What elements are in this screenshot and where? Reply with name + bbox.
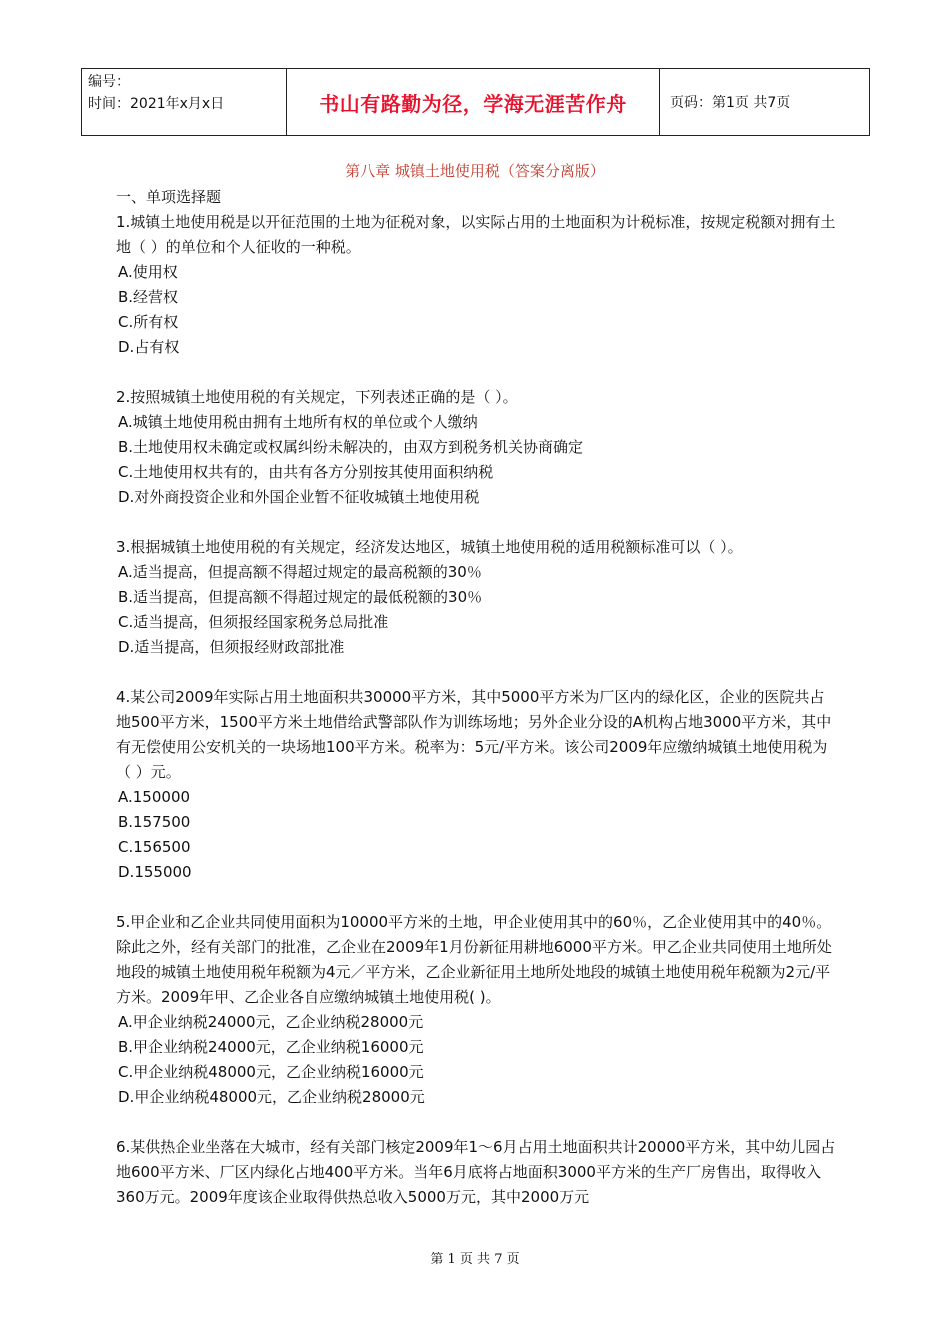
answer-option: A.使用权 — [118, 263, 178, 281]
answer-option: A.城镇土地使用税由拥有土地所有权的单位或个人缴纳 — [118, 413, 478, 431]
document-title: 第八章 城镇土地使用税（答案分离版） — [345, 162, 605, 180]
question-stem: 5.甲企业和乙企业共同使用面积为10000平方米的土地，甲企业使用其中的60％，乙企业使用其中的40％。除此之外，经有关部门的批准，乙企业在2009年1月份新征用耕地6000平方米。甲乙企业共同使用土地所处地段的城镇土地使用税年税额为4元／平方米，乙企业新征用土地所处地段的城镇土地使用税年税额为2元/平方米。2009年甲、乙企业各自应缴纳城镇土地使用税( )。 — [116, 913, 832, 1006]
header-table — [81, 68, 870, 136]
question-1 — [116, 210, 836, 360]
page-footer: 第 1 页 共 7 页 — [430, 1252, 520, 1267]
question-stem: 2.按照城镇土地使用税的有关规定，下列表述正确的是（ ）。 — [116, 388, 518, 406]
question-2 — [116, 385, 836, 510]
question-stem: 1.城镇土地使用税是以开征范围的土地为征税对象，以实际占用的土地面积为计税标准，按规定税额对拥有土地（ ）的单位和个人征收的一种税。 — [116, 213, 836, 256]
answer-option: C.所有权 — [118, 313, 179, 331]
code-label: 编号： — [88, 74, 130, 90]
answer-option: B.适当提高，但提高额不得超过规定的最低税额的30％ — [118, 588, 483, 606]
answer-option: C.156500 — [118, 838, 191, 856]
answer-option: A.150000 — [118, 788, 191, 806]
answer-option: D.适当提高，但须报经财政部批准 — [118, 638, 345, 656]
answer-option: B.经营权 — [118, 288, 179, 306]
answer-option: B.土地使用权未确定或权属纠纷未解决的，由双方到税务机关协商确定 — [118, 438, 584, 456]
answer-option: D.对外商投资企业和外国企业暂不征收城镇土地使用税 — [118, 488, 480, 506]
question-6 — [116, 1135, 836, 1210]
page-label: 页码：第1页 共7页 — [670, 95, 791, 111]
section-heading: 一、单项选择题 — [116, 188, 222, 206]
question-5 — [116, 910, 836, 1110]
question-stem: 4.某公司2009年实际占用土地面积共30000平方米，其中5000平方米为厂区内的绿化区，企业的医院共占地500平方米，1500平方米土地借给武警部队作为训练场地；另外企业分设的A机构占地3000平方米，其中有无偿使用公安机关的一块场地100平方米。税率为：5元/平方米。该公司2009年应缴纳城镇土地使用税为（ ）元。 — [116, 688, 832, 781]
answer-option: D.占有权 — [118, 338, 180, 356]
answer-option: A.适当提高，但提高额不得超过规定的最高税额的30％ — [118, 563, 482, 581]
answer-option: D.155000 — [118, 863, 192, 881]
answer-option: C.适当提高，但须报经国家税务总局批准 — [118, 613, 389, 631]
motto-cell — [287, 69, 660, 136]
answer-option: B.甲企业纳税24000元，乙企业纳税16000元 — [118, 1038, 424, 1056]
answer-option: C.土地使用权共有的，由共有各方分别按其使用面积纳税 — [118, 463, 494, 481]
answer-option: B.157500 — [118, 813, 191, 831]
answer-option: D.甲企业纳税48000元，乙企业纳税28000元 — [118, 1088, 425, 1106]
question-4 — [116, 685, 836, 885]
question-stem: 6.某供热企业坐落在大城市，经有关部门核定2009年1～6月占用土地面积共计20000平方米，其中幼儿园占地600平方米、厂区内绿化占地400平方米。当年6月底将占地面积3000平方米的生产厂房售出，取得收入360万元。2009年度该企业取得供热总收入5000万元，其中2000万元 — [116, 1138, 836, 1206]
date-label: 时间：2021年x月x日 — [88, 96, 225, 112]
question-list — [116, 210, 836, 1235]
motto-text: 书山有路勤为径，学海无涯苦作舟 — [319, 91, 627, 116]
question-stem: 3.根据城镇土地使用税的有关规定，经济发达地区，城镇土地使用税的适用税额标准可以（ ）。 — [116, 538, 743, 556]
page-cell — [660, 69, 870, 136]
question-3 — [116, 535, 836, 660]
header-info-cell — [82, 69, 287, 136]
answer-option: A.甲企业纳税24000元，乙企业纳税28000元 — [118, 1013, 424, 1031]
answer-option: C.甲企业纳税48000元，乙企业纳税16000元 — [118, 1063, 424, 1081]
